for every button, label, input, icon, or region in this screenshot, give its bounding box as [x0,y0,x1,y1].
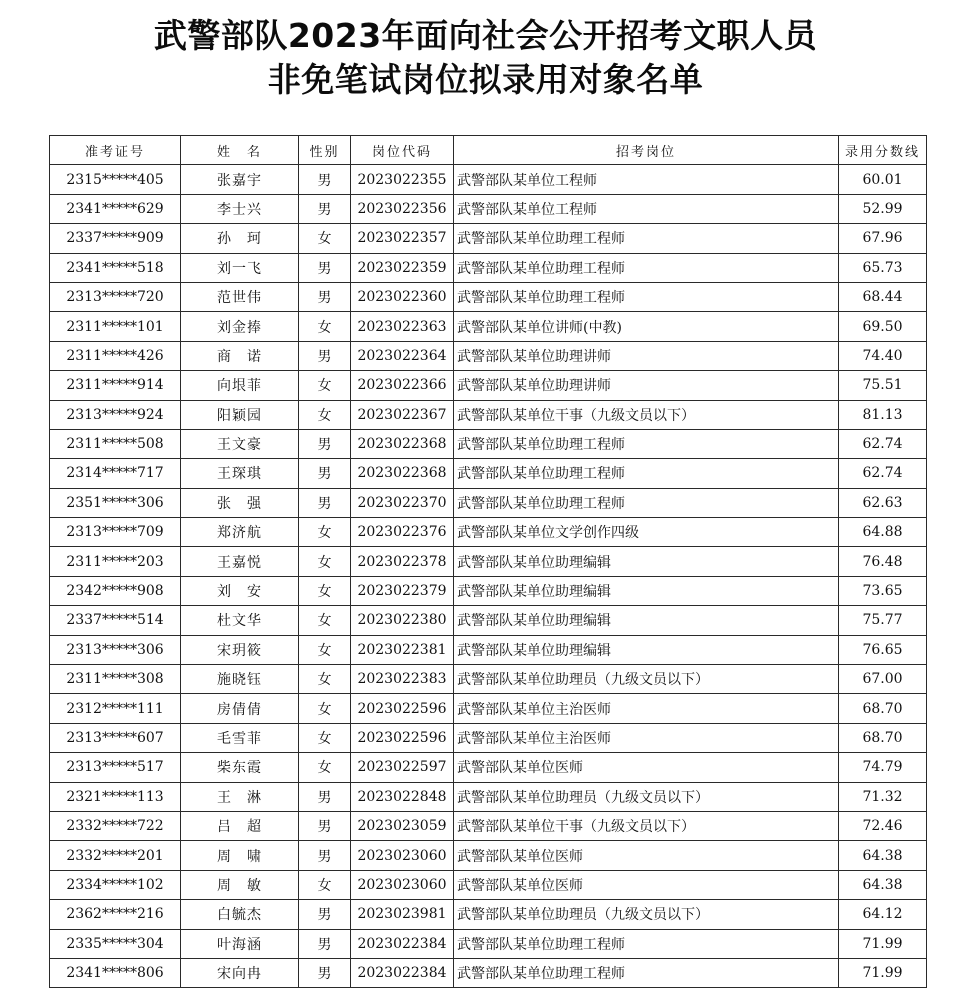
cell-name: 孙 珂 [181,224,299,253]
cell-post-code: 2023022355 [351,165,454,194]
cell-post-code: 2023022364 [351,341,454,370]
cell-post-code: 2023022381 [351,635,454,664]
cell-post: 武警部队某单位助理编辑 [454,576,839,605]
cell-name: 刘金捧 [181,312,299,341]
table-row [50,165,927,194]
cell-post: 武警部队某单位助理编辑 [454,635,839,664]
cell-score: 71.99 [839,929,927,958]
cell-score: 52.99 [839,194,927,223]
cell-exam-number: 2337*****514 [50,606,181,635]
cell-post: 武警部队某单位工程师 [454,165,839,194]
cell-exam-number: 2312*****111 [50,694,181,723]
cell-gender: 男 [299,811,351,840]
header-name: 姓 名 [181,136,299,165]
cell-exam-number: 2334*****102 [50,870,181,899]
cell-post-code: 2023022596 [351,694,454,723]
cell-gender: 男 [299,341,351,370]
cell-score: 62.74 [839,429,927,458]
table-row [50,429,927,458]
table-row [50,635,927,664]
cell-name: 杜文华 [181,606,299,635]
cell-name: 宋向冉 [181,958,299,987]
cell-name: 施晓钰 [181,665,299,694]
table-row [50,371,927,400]
cell-gender: 男 [299,841,351,870]
cell-post: 武警部队某单位助理工程师 [454,929,839,958]
cell-exam-number: 2313*****517 [50,753,181,782]
cell-score: 67.00 [839,665,927,694]
cell-name: 刘一飞 [181,253,299,282]
cell-gender: 女 [299,518,351,547]
cell-gender: 女 [299,400,351,429]
cell-name: 阳颖园 [181,400,299,429]
table-row [50,400,927,429]
cell-name: 郑济航 [181,518,299,547]
cell-gender: 女 [299,753,351,782]
cell-score: 81.13 [839,400,927,429]
header-post-code: 岗位代码 [351,136,454,165]
cell-score: 64.12 [839,900,927,929]
cell-exam-number: 2313*****306 [50,635,181,664]
cell-post-code: 2023022367 [351,400,454,429]
cell-name: 向垠菲 [181,371,299,400]
cell-exam-number: 2311*****426 [50,341,181,370]
cell-score: 71.99 [839,958,927,987]
cell-score: 76.48 [839,547,927,576]
cell-post: 武警部队某单位助理员（九级文员以下） [454,900,839,929]
cell-post-code: 2023022384 [351,958,454,987]
cell-post-code: 2023022384 [351,929,454,958]
cell-exam-number: 2314*****717 [50,459,181,488]
cell-score: 74.79 [839,753,927,782]
cell-score: 62.74 [839,459,927,488]
cell-gender: 女 [299,665,351,694]
cell-exam-number: 2315*****405 [50,165,181,194]
cell-post: 武警部队某单位医师 [454,841,839,870]
cell-exam-number: 2311*****308 [50,665,181,694]
cell-post-code: 2023022360 [351,282,454,311]
cell-exam-number: 2351*****306 [50,488,181,517]
cell-score: 60.01 [839,165,927,194]
cell-name: 王嘉悦 [181,547,299,576]
cell-gender: 男 [299,282,351,311]
cell-exam-number: 2313*****709 [50,518,181,547]
cell-score: 64.88 [839,518,927,547]
cell-post: 武警部队某单位助理工程师 [454,224,839,253]
cell-post: 武警部队某单位助理工程师 [454,958,839,987]
cell-post-code: 2023023981 [351,900,454,929]
table-row [50,958,927,987]
cell-gender: 女 [299,635,351,664]
document-title-line-2: 非免笔试岗位拟录用对象名单 [267,60,704,99]
cell-post: 武警部队某单位主治医师 [454,694,839,723]
header-exam-number: 准考证号 [50,136,181,165]
table-row [50,282,927,311]
cell-post-code: 2023022378 [351,547,454,576]
cell-post: 武警部队某单位助理工程师 [454,282,839,311]
cell-gender: 男 [299,194,351,223]
cell-exam-number: 2337*****909 [50,224,181,253]
cell-post-code: 2023022363 [351,312,454,341]
table-header-row [50,136,927,165]
cell-exam-number: 2313*****607 [50,723,181,752]
cell-score: 64.38 [839,841,927,870]
cell-gender: 男 [299,429,351,458]
table-body [50,165,927,988]
cell-post-code: 2023023060 [351,870,454,899]
cell-score: 76.65 [839,635,927,664]
table-row [50,694,927,723]
cell-name: 王文豪 [181,429,299,458]
cell-exam-number: 2335*****304 [50,929,181,958]
table-row [50,224,927,253]
cell-post-code: 2023022357 [351,224,454,253]
cell-exam-number: 2311*****101 [50,312,181,341]
cell-exam-number: 2332*****201 [50,841,181,870]
cell-name: 周 敏 [181,870,299,899]
cell-score: 69.50 [839,312,927,341]
cell-post: 武警部队某单位助理工程师 [454,429,839,458]
cell-post-code: 2023023060 [351,841,454,870]
table-row [50,753,927,782]
cell-name: 叶海涵 [181,929,299,958]
cell-post: 武警部队某单位助理讲师 [454,341,839,370]
cell-name: 王 淋 [181,782,299,811]
cell-gender: 男 [299,782,351,811]
candidate-table [49,135,927,988]
cell-score: 75.51 [839,371,927,400]
cell-post: 武警部队某单位工程师 [454,194,839,223]
cell-post-code: 2023022597 [351,753,454,782]
cell-post: 武警部队某单位助理讲师 [454,371,839,400]
cell-exam-number: 2362*****216 [50,900,181,929]
candidate-table-container [49,135,926,988]
cell-score: 75.77 [839,606,927,635]
cell-gender: 男 [299,165,351,194]
cell-score: 73.65 [839,576,927,605]
cell-score: 64.38 [839,870,927,899]
cell-exam-number: 2313*****924 [50,400,181,429]
cell-post-code: 2023022366 [351,371,454,400]
cell-post-code: 2023022380 [351,606,454,635]
cell-post-code: 2023022356 [351,194,454,223]
table-row [50,811,927,840]
cell-exam-number: 2332*****722 [50,811,181,840]
cell-post: 武警部队某单位助理工程师 [454,253,839,282]
table-row [50,576,927,605]
cell-exam-number: 2341*****518 [50,253,181,282]
cell-post: 武警部队某单位助理员（九级文员以下） [454,665,839,694]
cell-post: 武警部队某单位医师 [454,753,839,782]
cell-post: 武警部队某单位助理员（九级文员以下） [454,782,839,811]
cell-name: 柴东霞 [181,753,299,782]
header-score: 录用分数线 [839,136,927,165]
cell-post: 武警部队某单位干事（九级文员以下） [454,811,839,840]
cell-gender: 女 [299,371,351,400]
table-row [50,841,927,870]
cell-name: 范世伟 [181,282,299,311]
cell-gender: 女 [299,547,351,576]
cell-gender: 男 [299,459,351,488]
cell-name: 张嘉宇 [181,165,299,194]
cell-post: 武警部队某单位助理编辑 [454,606,839,635]
cell-exam-number: 2341*****806 [50,958,181,987]
cell-post-code: 2023022370 [351,488,454,517]
cell-post-code: 2023023059 [351,811,454,840]
cell-post-code: 2023022368 [351,459,454,488]
table-row [50,312,927,341]
cell-gender: 女 [299,694,351,723]
cell-score: 65.73 [839,253,927,282]
cell-exam-number: 2313*****720 [50,282,181,311]
cell-name: 李士兴 [181,194,299,223]
cell-score: 67.96 [839,224,927,253]
cell-post: 武警部队某单位干事（九级文员以下） [454,400,839,429]
table-row [50,665,927,694]
cell-name: 王琛琪 [181,459,299,488]
cell-exam-number: 2311*****508 [50,429,181,458]
cell-exam-number: 2321*****113 [50,782,181,811]
cell-post-code: 2023022376 [351,518,454,547]
header-gender: 性别 [299,136,351,165]
cell-post: 武警部队某单位助理编辑 [454,547,839,576]
cell-score: 72.46 [839,811,927,840]
cell-post-code: 2023022596 [351,723,454,752]
cell-post: 武警部队某单位助理工程师 [454,488,839,517]
cell-post-code: 2023022848 [351,782,454,811]
table-row [50,547,927,576]
cell-gender: 男 [299,253,351,282]
cell-name: 吕 超 [181,811,299,840]
cell-gender: 男 [299,900,351,929]
cell-post: 武警部队某单位讲师(中教) [454,312,839,341]
cell-name: 张 强 [181,488,299,517]
table-row [50,341,927,370]
cell-score: 74.40 [839,341,927,370]
table-row [50,929,927,958]
cell-score: 71.32 [839,782,927,811]
table-row [50,900,927,929]
cell-exam-number: 2311*****914 [50,371,181,400]
table-row [50,870,927,899]
cell-post-code: 2023022359 [351,253,454,282]
cell-post: 武警部队某单位医师 [454,870,839,899]
document-title-line-1: 武警部队2023年面向社会公开招考文职人员 [153,16,818,55]
cell-gender: 女 [299,576,351,605]
cell-gender: 女 [299,870,351,899]
cell-post-code: 2023022383 [351,665,454,694]
cell-name: 白毓杰 [181,900,299,929]
table-row [50,782,927,811]
cell-name: 商 诺 [181,341,299,370]
table-row [50,253,927,282]
cell-score: 68.70 [839,694,927,723]
table-row [50,606,927,635]
cell-exam-number: 2342*****908 [50,576,181,605]
cell-gender: 女 [299,723,351,752]
cell-exam-number: 2341*****629 [50,194,181,223]
cell-name: 周 啸 [181,841,299,870]
table-row [50,194,927,223]
cell-gender: 男 [299,958,351,987]
cell-gender: 女 [299,606,351,635]
cell-gender: 女 [299,224,351,253]
cell-post-code: 2023022368 [351,429,454,458]
table-row [50,518,927,547]
cell-exam-number: 2311*****203 [50,547,181,576]
cell-score: 62.63 [839,488,927,517]
cell-post-code: 2023022379 [351,576,454,605]
cell-gender: 男 [299,929,351,958]
cell-name: 房倩倩 [181,694,299,723]
cell-score: 68.44 [839,282,927,311]
table-row [50,723,927,752]
cell-gender: 女 [299,312,351,341]
cell-name: 毛雪菲 [181,723,299,752]
cell-score: 68.70 [839,723,927,752]
cell-post: 武警部队某单位主治医师 [454,723,839,752]
header-post: 招考岗位 [454,136,839,165]
table-row [50,459,927,488]
cell-gender: 男 [299,488,351,517]
cell-name: 宋玥筱 [181,635,299,664]
cell-post: 武警部队某单位文学创作四级 [454,518,839,547]
cell-post: 武警部队某单位助理工程师 [454,459,839,488]
cell-name: 刘 安 [181,576,299,605]
table-row [50,488,927,517]
